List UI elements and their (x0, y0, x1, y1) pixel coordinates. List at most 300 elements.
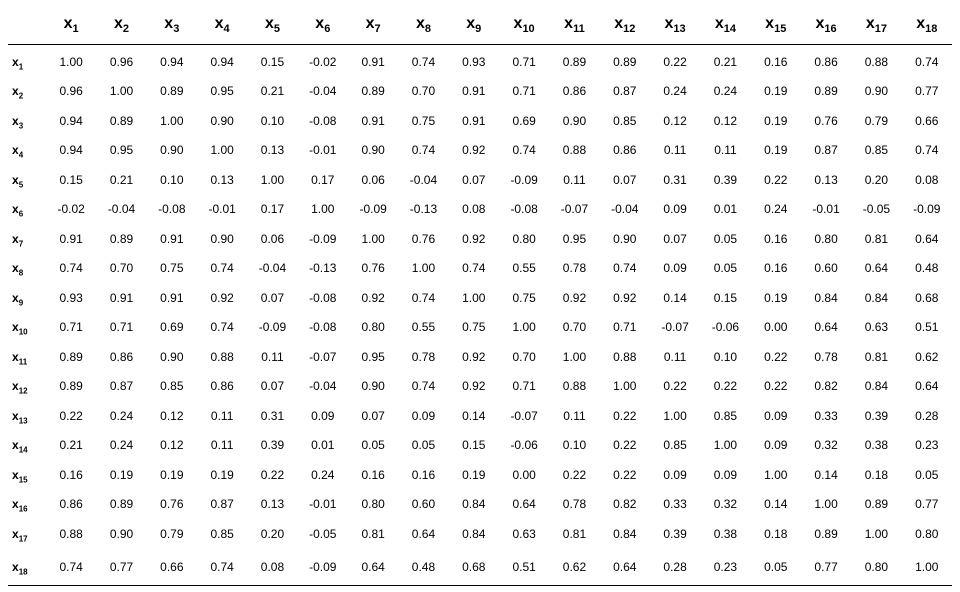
table-cell: 0.96 (109, 54, 134, 69)
table-cell: -0.01 (309, 143, 337, 158)
table-cell: 0.70 (109, 261, 134, 276)
table-cell: 0.38 (864, 438, 889, 453)
table-cell: 0.19 (109, 467, 134, 482)
table-cell: 0.91 (59, 231, 83, 246)
column-header (348, 4, 398, 45)
table-cell: 0.68 (915, 290, 939, 305)
table-cell: 0.81 (361, 526, 385, 541)
row-header-index: 12 (18, 386, 28, 396)
row-header-letter: x (12, 320, 19, 335)
table-cell: 1.00 (109, 84, 134, 99)
table-cell: 0.91 (160, 290, 184, 305)
table-cell: 0.06 (361, 172, 385, 187)
row-header-index: 15 (18, 475, 28, 485)
table-cell: 0.84 (613, 526, 637, 541)
table-cell: 0.33 (663, 497, 687, 512)
column-header (298, 4, 348, 45)
table-cell: 0.74 (411, 143, 436, 158)
row-header (8, 106, 46, 136)
table-cell: 0.16 (764, 261, 788, 276)
column-header-index: 13 (673, 23, 686, 36)
table-cell: 1.00 (613, 379, 637, 394)
table-cell: 0.16 (764, 231, 788, 246)
table-cell: 0.85 (160, 379, 184, 394)
table-cell: 0.19 (210, 467, 234, 482)
table-cell: 0.39 (260, 438, 285, 453)
table-cell: 1.00 (764, 467, 788, 482)
corner-cell (8, 4, 46, 45)
table-cell: 0.70 (512, 349, 536, 364)
table-cell: 1.00 (814, 497, 838, 512)
table-cell: 0.95 (361, 349, 385, 364)
table-cell: 0.07 (260, 379, 285, 394)
column-header (46, 4, 96, 45)
column-header (449, 4, 499, 45)
row-header (8, 460, 46, 490)
table-cell: 0.39 (864, 408, 889, 423)
table-cell: 0.22 (663, 379, 687, 394)
table-cell: 0.89 (864, 497, 889, 512)
table-cell: 0.92 (613, 290, 637, 305)
table-cell: 0.09 (311, 408, 335, 423)
table-cell: 0.89 (109, 231, 134, 246)
table-cell: 1.00 (713, 438, 738, 453)
table-cell: 0.64 (864, 261, 889, 276)
column-header (247, 4, 297, 45)
table-cell: -0.13 (309, 261, 337, 276)
table-cell: 0.95 (109, 143, 134, 158)
table-cell: 0.85 (613, 113, 637, 128)
row-header-index: 18 (18, 566, 28, 576)
table-cell: 0.91 (462, 113, 486, 128)
table-cell: 0.90 (210, 231, 234, 246)
table-cell: 0.86 (59, 497, 83, 512)
table-cell: 0.95 (562, 231, 587, 246)
table-cell: 0.69 (512, 113, 536, 128)
table-cell: 0.71 (512, 54, 536, 69)
table-cell: 0.23 (915, 438, 939, 453)
table-cell: 1.00 (562, 349, 587, 364)
row-header-letter: x (12, 54, 19, 69)
table-cell: 0.80 (915, 526, 939, 541)
table-cell: 0.80 (851, 549, 901, 586)
table-cell: 0.22 (562, 467, 587, 482)
table-cell: 0.68 (449, 549, 499, 586)
table-cell: -0.01 (812, 202, 840, 217)
table-cell: 0.18 (864, 467, 889, 482)
table-cell: 0.85 (663, 438, 687, 453)
column-header-index: 11 (573, 23, 585, 36)
row-header-letter: x (12, 438, 19, 453)
row-header (8, 165, 46, 195)
table-cell: -0.05 (862, 202, 891, 217)
table-cell: 0.78 (814, 349, 838, 364)
table-cell: 0.90 (361, 379, 385, 394)
table-cell: 0.19 (462, 467, 486, 482)
table-cell: 0.90 (361, 143, 385, 158)
row-header-index: 10 (18, 327, 28, 337)
table-cell: 0.93 (59, 290, 83, 305)
table-cell: 1.00 (864, 526, 889, 541)
table-cell: 0.90 (613, 231, 637, 246)
column-header (700, 4, 750, 45)
table-cell: 0.11 (210, 408, 234, 423)
table-cell: 0.48 (398, 549, 448, 586)
table-cell: 0.75 (462, 320, 486, 335)
column-header-index: 4 (223, 23, 230, 36)
table-cell: 0.09 (663, 261, 687, 276)
table-cell: 0.01 (713, 202, 738, 217)
row-header-index: 5 (18, 180, 24, 190)
table-cell: 0.89 (562, 54, 587, 69)
table-cell: 1.00 (663, 408, 687, 423)
column-header-index: 2 (122, 23, 129, 36)
table-cell: 0.81 (864, 231, 889, 246)
table-cell: 0.76 (814, 113, 838, 128)
table-cell: -0.09 (913, 202, 941, 217)
table-cell: 0.91 (462, 84, 486, 99)
table-row (8, 106, 952, 136)
table-cell: -0.04 (107, 202, 136, 217)
table-cell: 0.14 (462, 408, 486, 423)
table-cell: 0.20 (260, 526, 285, 541)
column-header-letter: x (365, 15, 375, 32)
table-cell: 0.84 (462, 497, 486, 512)
row-header-index: 6 (18, 209, 24, 219)
row-header-index: 3 (18, 121, 24, 131)
table-cell: 0.66 (915, 113, 939, 128)
column-header-index: 17 (874, 23, 887, 36)
table-row (8, 224, 952, 254)
row-header-letter: x (12, 497, 19, 512)
table-cell: -0.04 (309, 84, 337, 99)
table-cell: 0.22 (764, 379, 788, 394)
table-cell: 0.16 (59, 467, 83, 482)
table-cell: 0.86 (210, 379, 234, 394)
table-cell: -0.08 (309, 113, 337, 128)
table-cell: 0.10 (713, 349, 738, 364)
table-cell: 0.76 (361, 261, 385, 276)
table-cell: 0.22 (764, 349, 788, 364)
table-cell: 0.87 (210, 497, 234, 512)
table-cell: 0.74 (411, 54, 436, 69)
table-cell: 0.08 (247, 549, 297, 586)
column-header-letter: x (865, 15, 875, 32)
table-row (8, 401, 952, 431)
table-cell: 1.00 (311, 202, 335, 217)
row-header-letter: x (12, 379, 19, 394)
table-row (8, 77, 952, 107)
table-cell: 0.31 (663, 172, 687, 187)
table-row (8, 195, 952, 225)
table-cell: 0.32 (713, 497, 738, 512)
row-header-index: 2 (18, 91, 24, 101)
table-cell: -0.05 (309, 526, 337, 541)
table-cell: 1.00 (902, 549, 952, 586)
column-header-letter: x (214, 15, 224, 32)
column-header (147, 4, 197, 45)
table-row (8, 372, 952, 402)
row-header (8, 490, 46, 520)
table-cell: 0.14 (764, 497, 788, 512)
table-cell: 0.76 (160, 497, 184, 512)
table-cell: 0.74 (411, 290, 436, 305)
table-cell: 0.76 (411, 231, 436, 246)
column-header-index: 14 (723, 23, 736, 36)
column-header-letter: x (63, 15, 73, 32)
table-cell: 0.71 (109, 320, 134, 335)
table-cell: 0.92 (462, 349, 486, 364)
column-header-letter: x (315, 15, 325, 32)
table-cell: 0.71 (512, 84, 536, 99)
table-cell: 0.08 (915, 172, 939, 187)
table-cell: 0.11 (663, 143, 687, 158)
table-cell: 0.90 (562, 113, 587, 128)
table-cell: 0.24 (109, 408, 134, 423)
column-header-letter: x (614, 15, 624, 32)
table-cell: 0.64 (512, 497, 536, 512)
table-cell: 0.20 (864, 172, 889, 187)
row-header-letter: x (12, 143, 19, 158)
table-row (8, 519, 952, 549)
column-header-index: 12 (623, 23, 636, 36)
column-header-index: 3 (173, 23, 180, 36)
row-header-index: 14 (18, 445, 28, 455)
table-cell: 0.11 (563, 408, 586, 423)
table-cell: 0.79 (160, 526, 184, 541)
table-cell: -0.04 (309, 379, 337, 394)
table-cell: 0.66 (147, 549, 197, 586)
row-header (8, 431, 46, 461)
table-cell: 0.64 (915, 231, 939, 246)
table-cell: -0.01 (208, 202, 236, 217)
table-cell: -0.07 (510, 408, 538, 423)
table-cell: 0.80 (361, 497, 385, 512)
table-cell: 0.84 (462, 526, 486, 541)
table-cell: -0.08 (309, 290, 337, 305)
column-header-letter: x (264, 15, 274, 32)
table-cell: 0.05 (915, 467, 939, 482)
table-cell: 0.95 (210, 84, 234, 99)
table-cell: 0.24 (713, 84, 738, 99)
table-cell: 0.24 (764, 202, 788, 217)
table-cell: 0.92 (462, 143, 486, 158)
table-cell: -0.09 (258, 320, 287, 335)
table-cell: 0.85 (864, 143, 889, 158)
column-header (851, 4, 901, 45)
column-header-index: 8 (424, 23, 431, 36)
table-cell: 0.88 (59, 526, 83, 541)
table-cell: 0.74 (210, 320, 234, 335)
row-header-letter: x (12, 349, 19, 364)
table-cell: 0.05 (713, 261, 738, 276)
table-cell: -0.02 (309, 54, 337, 69)
table-cell: -0.07 (661, 320, 689, 335)
table-cell: 0.22 (59, 408, 83, 423)
column-header (96, 4, 146, 45)
table-cell: 0.84 (814, 290, 838, 305)
table-cell: 0.55 (411, 320, 436, 335)
table-cell: -0.09 (309, 231, 337, 246)
table-cell: 0.00 (512, 467, 536, 482)
table-cell: 0.86 (814, 54, 838, 69)
row-header-letter: x (12, 526, 19, 541)
table-cell: 0.13 (814, 172, 838, 187)
row-header (8, 283, 46, 313)
column-header-letter: x (765, 15, 775, 32)
table-cell: 0.89 (59, 349, 83, 364)
table-cell: 0.85 (210, 526, 234, 541)
table-cell: 0.70 (562, 320, 587, 335)
row-header (8, 45, 46, 77)
table-cell: 0.19 (160, 467, 184, 482)
table-cell: 0.86 (562, 84, 587, 99)
column-header-index: 16 (824, 23, 837, 36)
table-cell: 0.62 (915, 349, 939, 364)
table-cell: -0.13 (409, 202, 438, 217)
table-cell: 0.74 (462, 261, 486, 276)
table-cell: 0.32 (814, 438, 838, 453)
row-header-letter: x (12, 231, 19, 246)
column-header-index: 1 (72, 23, 79, 36)
table-cell: 0.07 (361, 408, 385, 423)
table-cell: 0.92 (361, 290, 385, 305)
table-cell: -0.09 (359, 202, 387, 217)
table-cell: 0.09 (411, 408, 436, 423)
row-header-letter: x (12, 467, 19, 482)
table-cell: 0.69 (160, 320, 184, 335)
table-cell: 0.15 (260, 54, 285, 69)
table-cell: 0.07 (260, 290, 285, 305)
table-cell: 0.62 (549, 549, 599, 586)
table-cell: 0.93 (462, 54, 486, 69)
row-header (8, 136, 46, 166)
table-cell: 0.07 (613, 172, 637, 187)
table-cell: 1.00 (210, 143, 234, 158)
table-cell: 0.84 (864, 379, 889, 394)
table-cell: 0.15 (713, 290, 738, 305)
table-cell: -0.08 (309, 320, 337, 335)
table-cell: 0.22 (613, 438, 637, 453)
table-cell: 0.28 (650, 549, 700, 586)
table-cell: -0.04 (611, 202, 639, 217)
table-cell: 0.77 (96, 549, 146, 586)
table-cell: 0.11 (714, 143, 737, 158)
table-cell: 0.63 (512, 526, 536, 541)
table-cell: 0.77 (801, 549, 851, 586)
table-cell: 0.89 (109, 113, 134, 128)
table-cell: 0.89 (160, 84, 184, 99)
table-cell: 0.10 (160, 172, 184, 187)
table-cell: 0.19 (764, 84, 788, 99)
table-cell: 0.09 (663, 202, 687, 217)
table-cell: 0.22 (663, 54, 687, 69)
column-header-index: 9 (475, 23, 482, 36)
table-cell: 0.94 (59, 143, 83, 158)
table-cell: 0.09 (713, 467, 738, 482)
table-cell: 0.86 (613, 143, 637, 158)
table-row (8, 136, 952, 166)
table-cell: 0.48 (915, 261, 939, 276)
column-header-letter: x (415, 15, 425, 32)
table-cell: 0.74 (46, 549, 96, 586)
table-cell: 0.80 (512, 231, 536, 246)
table-cell: 0.75 (512, 290, 536, 305)
table-cell: 0.80 (361, 320, 385, 335)
table-row (8, 165, 952, 195)
table-cell: 0.19 (764, 143, 788, 158)
table-cell: 0.14 (663, 290, 687, 305)
column-header-index: 15 (774, 23, 787, 36)
table-cell: 0.88 (864, 54, 889, 69)
table-cell: 0.22 (613, 408, 637, 423)
table-row (8, 342, 952, 372)
table-cell: 0.12 (663, 113, 687, 128)
row-header-index: 13 (18, 416, 28, 426)
table-cell: 0.74 (915, 143, 939, 158)
table-cell: 0.75 (411, 113, 436, 128)
table-cell: 0.74 (613, 261, 637, 276)
table-row (8, 549, 952, 586)
table-cell: 0.39 (663, 526, 687, 541)
row-header (8, 519, 46, 549)
row-header (8, 195, 46, 225)
row-header (8, 342, 46, 372)
table-cell: 0.00 (764, 320, 788, 335)
column-header (499, 4, 549, 45)
row-header-letter: x (12, 113, 19, 128)
table-cell: 0.84 (864, 290, 889, 305)
table-cell: 0.08 (462, 202, 486, 217)
table-cell: 0.23 (700, 549, 750, 586)
table-cell: 0.64 (814, 320, 838, 335)
table-cell: 0.78 (562, 261, 587, 276)
table-cell: 0.92 (462, 231, 486, 246)
table-cell: 0.18 (764, 526, 788, 541)
table-cell: 0.13 (260, 143, 285, 158)
table-cell: 0.94 (59, 113, 83, 128)
column-header-index: 5 (273, 23, 280, 36)
table-cell: 0.88 (613, 349, 637, 364)
table-cell: 0.92 (562, 290, 587, 305)
table-cell: 0.05 (361, 438, 385, 453)
table-row (8, 313, 952, 343)
table-cell: 0.16 (361, 467, 385, 482)
table-cell: 0.01 (311, 438, 335, 453)
table-cell: -0.02 (57, 202, 85, 217)
column-header-letter: x (164, 15, 174, 32)
row-header (8, 313, 46, 343)
table-cell: 0.11 (563, 172, 586, 187)
table-cell: 0.71 (613, 320, 637, 335)
column-header (600, 4, 650, 45)
correlation-matrix-table (8, 4, 952, 586)
column-header-letter: x (714, 15, 724, 32)
table-cell: 0.74 (915, 54, 939, 69)
table-cell: -0.06 (711, 320, 740, 335)
table-cell: 0.85 (713, 408, 738, 423)
header-row (8, 4, 952, 45)
table-cell: 0.80 (814, 231, 838, 246)
table-cell: 0.12 (713, 113, 738, 128)
column-header-index: 6 (324, 23, 331, 36)
column-header-letter: x (664, 15, 674, 32)
column-header (751, 4, 801, 45)
table-cell: 0.74 (411, 379, 436, 394)
table-cell: 0.31 (260, 408, 285, 423)
table-cell: 0.71 (59, 320, 83, 335)
table-cell: 0.13 (260, 497, 285, 512)
